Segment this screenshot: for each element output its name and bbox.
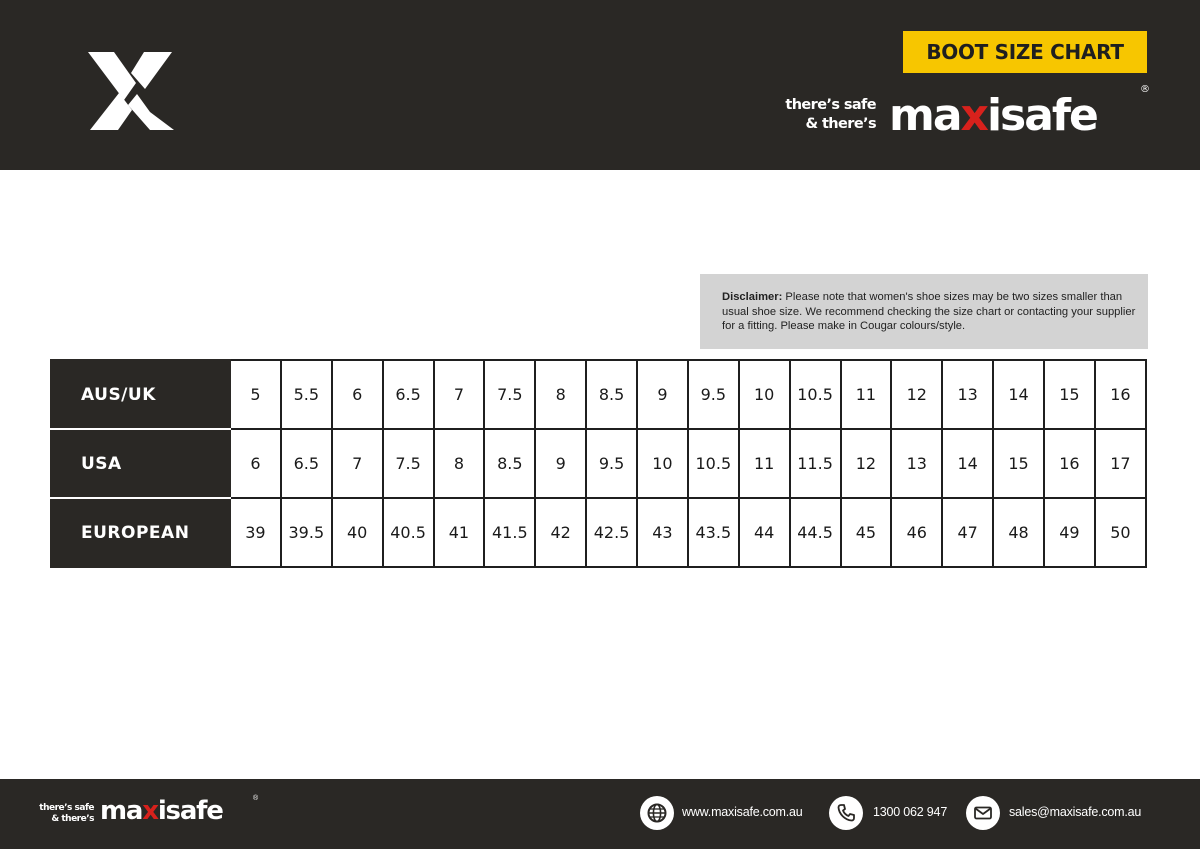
brand-part-x: x bbox=[960, 90, 987, 141]
size-cell: 42 bbox=[535, 498, 586, 567]
footer-bar bbox=[0, 779, 1200, 849]
size-cell: 39.5 bbox=[281, 498, 332, 567]
footer-tagline-line-1: there’s safe bbox=[39, 803, 94, 813]
size-cell: 15 bbox=[1044, 360, 1095, 429]
globe-icon[interactable] bbox=[640, 796, 674, 830]
maxisafe-x-logo-icon bbox=[88, 52, 178, 132]
email-link[interactable]: sales@maxisafe.com.au bbox=[1009, 805, 1142, 819]
size-cell: 10 bbox=[637, 429, 688, 498]
footer-brand-part-x: x bbox=[142, 796, 158, 826]
size-cell: 7 bbox=[434, 360, 485, 429]
size-cell: 42.5 bbox=[586, 498, 637, 567]
size-cell: 11.5 bbox=[790, 429, 841, 498]
size-cell: 50 bbox=[1095, 498, 1146, 567]
size-cell: 5.5 bbox=[281, 360, 332, 429]
size-cell: 48 bbox=[993, 498, 1044, 567]
size-cell: 9 bbox=[535, 429, 586, 498]
size-row bbox=[51, 360, 1146, 429]
size-cell: 41.5 bbox=[484, 498, 535, 567]
size-cell: 6 bbox=[332, 360, 383, 429]
size-row-label: EUROPEAN bbox=[51, 498, 230, 567]
size-cell: 8.5 bbox=[484, 429, 535, 498]
size-cell: 47 bbox=[942, 498, 993, 567]
footer-brand-part-isafe: isafe bbox=[157, 796, 223, 826]
footer-brand-wordmark bbox=[100, 796, 223, 826]
size-cell: 40.5 bbox=[383, 498, 434, 567]
size-cell: 16 bbox=[1044, 429, 1095, 498]
size-chart-table bbox=[50, 359, 1147, 568]
size-cell: 13 bbox=[942, 360, 993, 429]
size-row-label: AUS/UK bbox=[51, 360, 230, 429]
size-cell: 6 bbox=[230, 429, 281, 498]
size-cell: 7.5 bbox=[484, 360, 535, 429]
phone-number-link[interactable]: 1300 062 947 bbox=[873, 805, 948, 819]
size-cell: 43.5 bbox=[688, 498, 739, 567]
size-cell: 10.5 bbox=[688, 429, 739, 498]
size-cell: 10 bbox=[739, 360, 790, 429]
disclaimer-box bbox=[700, 274, 1148, 349]
size-cell: 49 bbox=[1044, 498, 1095, 567]
tagline-line-1: there’s safe bbox=[785, 97, 876, 113]
size-cell: 15 bbox=[993, 429, 1044, 498]
size-cell: 7 bbox=[332, 429, 383, 498]
footer-brand-part-ma: ma bbox=[100, 796, 143, 826]
footer-tagline-line-2: & there’s bbox=[51, 814, 94, 824]
size-cell: 6.5 bbox=[281, 429, 332, 498]
size-cell: 8.5 bbox=[586, 360, 637, 429]
size-cell: 16 bbox=[1095, 360, 1146, 429]
website-link[interactable]: www.maxisafe.com.au bbox=[682, 805, 803, 819]
size-cell: 41 bbox=[434, 498, 485, 567]
size-cell: 9.5 bbox=[586, 429, 637, 498]
size-cell: 12 bbox=[891, 360, 942, 429]
size-cell: 10.5 bbox=[790, 360, 841, 429]
footer-registered-mark: ® bbox=[253, 795, 259, 802]
page-title: BOOT SIZE CHART bbox=[903, 31, 1147, 73]
size-row bbox=[51, 429, 1146, 498]
brand-tagline bbox=[770, 96, 876, 134]
header-banner bbox=[0, 0, 1200, 170]
size-cell: 11 bbox=[841, 360, 892, 429]
phone-icon[interactable] bbox=[829, 796, 863, 830]
size-cell: 8 bbox=[535, 360, 586, 429]
brand-part-ma: ma bbox=[889, 90, 961, 141]
size-cell: 9 bbox=[637, 360, 688, 429]
size-cell: 40 bbox=[332, 498, 383, 567]
size-cell: 44.5 bbox=[790, 498, 841, 567]
size-cell: 6.5 bbox=[383, 360, 434, 429]
size-cell: 43 bbox=[637, 498, 688, 567]
tagline-line-2: & there’s bbox=[805, 116, 876, 132]
registered-mark: ® bbox=[1140, 84, 1150, 95]
size-cell: 7.5 bbox=[383, 429, 434, 498]
mail-icon[interactable] bbox=[966, 796, 1000, 830]
size-cell: 45 bbox=[841, 498, 892, 567]
disclaimer-text: Please note that women's shoe sizes may be two sizes smaller than usual shoe size. We recommend checking the size chart or contacting your supplier for a fitting. Please make in Cougar colours/style. bbox=[722, 291, 1136, 333]
size-cell: 17 bbox=[1095, 429, 1146, 498]
size-row bbox=[51, 498, 1146, 567]
footer-tagline bbox=[36, 803, 94, 825]
size-cell: 13 bbox=[891, 429, 942, 498]
size-cell: 46 bbox=[891, 498, 942, 567]
brand-part-isafe: isafe bbox=[986, 90, 1097, 141]
size-cell: 8 bbox=[434, 429, 485, 498]
size-cell: 14 bbox=[993, 360, 1044, 429]
size-cell: 11 bbox=[739, 429, 790, 498]
disclaimer-label: Disclaimer: bbox=[722, 291, 783, 303]
size-row-label: USA bbox=[51, 429, 230, 498]
size-cell: 14 bbox=[942, 429, 993, 498]
size-cell: 5 bbox=[230, 360, 281, 429]
brand-wordmark bbox=[889, 88, 1097, 141]
size-cell: 12 bbox=[841, 429, 892, 498]
size-cell: 44 bbox=[739, 498, 790, 567]
size-cell: 39 bbox=[230, 498, 281, 567]
size-cell: 9.5 bbox=[688, 360, 739, 429]
